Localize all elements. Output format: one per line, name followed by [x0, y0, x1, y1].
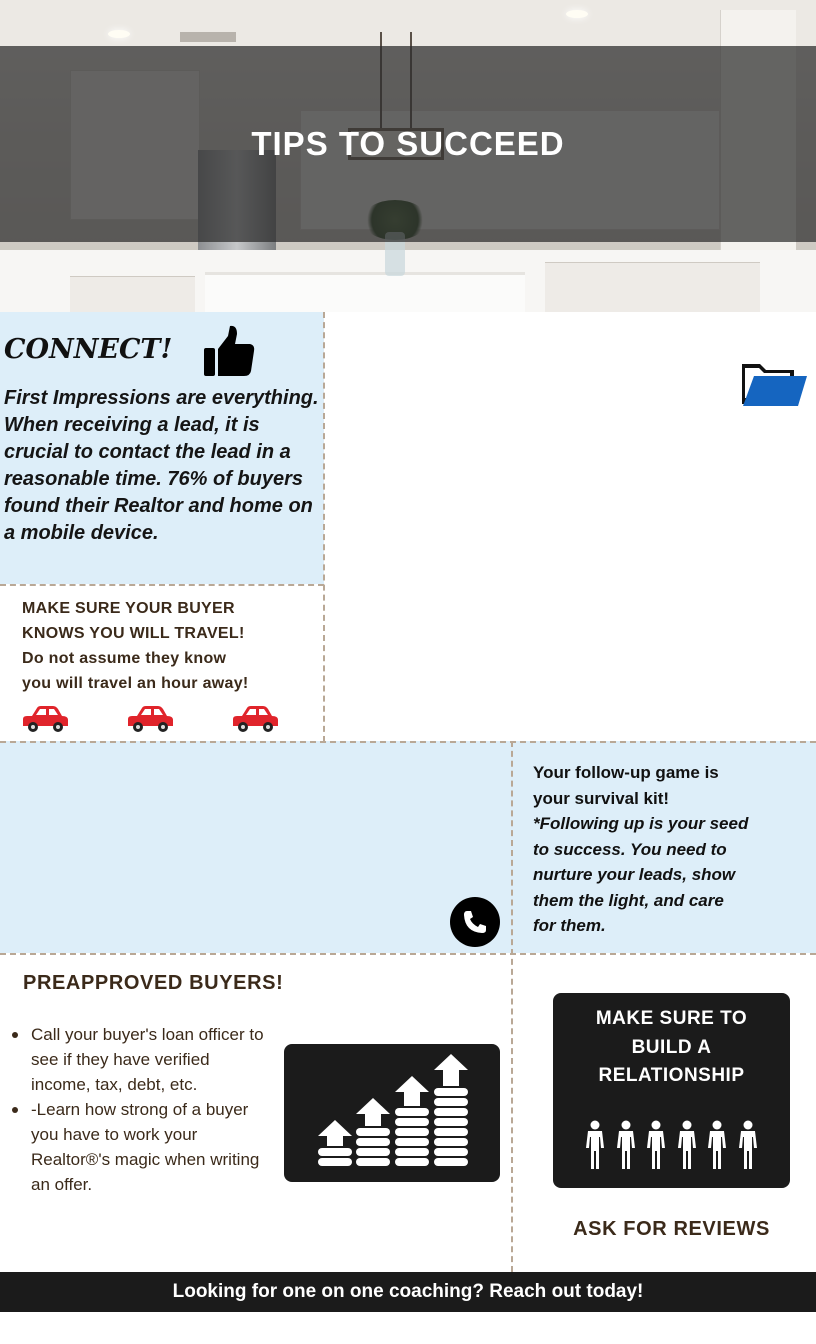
coin-stacks-growth-icon: [284, 1044, 500, 1182]
list-item: Call your buyer's loan officer to see if they have verified income, tax, debt, etc.: [10, 1022, 270, 1097]
followup-line: to success. You need to: [533, 839, 727, 859]
followup-line: *Following up is your seed: [533, 814, 749, 833]
travel-line: you will travel an hour away!: [22, 675, 249, 692]
followup-line: Your follow-up game is: [533, 763, 719, 782]
ceiling-vent: [180, 32, 236, 42]
divider: [0, 584, 324, 586]
ceiling-light: [108, 30, 130, 38]
connect-heading: CONNECT!: [4, 334, 173, 365]
car-icon: [20, 704, 70, 739]
car-icon: [125, 704, 175, 739]
folder-icon: [740, 358, 808, 413]
hero-banner: [0, 0, 816, 312]
page-title: TIPS TO SUCCEED: [251, 125, 565, 162]
coaching-footer-banner[interactable]: Looking for one on one coaching? Reach out today!: [0, 1272, 816, 1312]
followup-line: your survival kit!: [533, 788, 670, 808]
divider: [323, 312, 325, 742]
followup-note: [533, 760, 803, 939]
divider: [0, 953, 816, 955]
divider: [0, 741, 816, 743]
relationship-line: MAKE SURE TO: [595, 1008, 748, 1029]
preapproved-heading: PREAPPROVED BUYERS!: [23, 972, 284, 994]
car-icon: [230, 704, 280, 739]
person-icon: [738, 1120, 758, 1175]
thumbs-up-icon: [200, 322, 258, 385]
list-item: -Learn how strong of a buyer you have to work your Realtor®'s magic when writing an offer.: [10, 1097, 270, 1197]
phone-icon: [450, 897, 500, 947]
travel-line: Do not assume they know: [22, 650, 227, 667]
kitchen-ceiling: [0, 0, 816, 46]
reviews-heading: ASK FOR REVIEWS: [573, 1218, 770, 1240]
kitchen-island: [205, 272, 525, 312]
followup-line: nurture your leads, show: [533, 865, 736, 884]
connect-body: First Impressions are everything. When receiving a lead, it is crucial to contact the lead in a reasonable time. 76% of buyers found their Realtor and home on a mobile device.: [4, 387, 319, 544]
lower-cabinet: [545, 262, 760, 312]
lower-cabinet: [70, 276, 195, 312]
relationship-line: BUILD A: [631, 1037, 712, 1058]
ceiling-light: [566, 10, 588, 18]
followup-line: for them.: [533, 916, 606, 935]
relationship-line: RELATIONSHIP: [598, 1065, 745, 1086]
person-icon: [707, 1120, 727, 1175]
travel-note: [22, 596, 318, 696]
preapproved-list: [10, 1022, 270, 1197]
person-icon: [585, 1120, 605, 1175]
travel-line: KNOWS YOU WILL TRAVEL!: [22, 625, 245, 642]
travel-line: MAKE SURE YOUR BUYER: [22, 600, 235, 617]
divider: [511, 741, 513, 1272]
person-icon: [616, 1120, 636, 1175]
person-icon: [646, 1120, 666, 1175]
person-icon: [677, 1120, 697, 1175]
followup-line: them the light, and care: [533, 890, 724, 910]
